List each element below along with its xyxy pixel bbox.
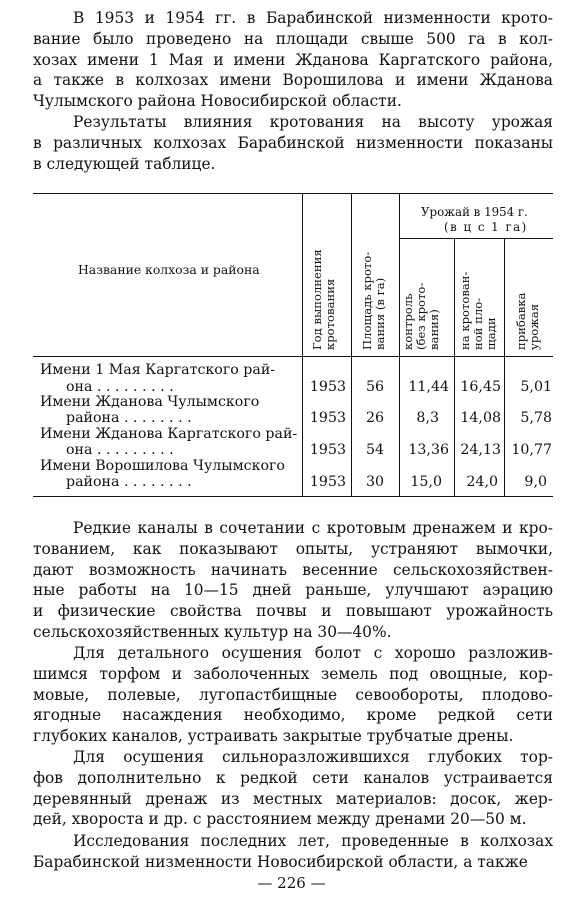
- cell-area: 56: [365, 379, 384, 395]
- cell-area: 54: [365, 442, 384, 458]
- header-line: на кротован-: [458, 271, 472, 350]
- yield-group-unit: (в ц с 1 га): [444, 220, 528, 234]
- header-line: урожая: [527, 303, 541, 350]
- row-name-line-1: Имени Жданова Каргатского рай-: [40, 426, 298, 442]
- text-line: ные работы на 10—15 дней раньше, улучшают аэрацию: [33, 581, 553, 600]
- text-line: мовые, полевые, лугопастбищные севообороты, плодово-: [33, 685, 553, 704]
- body-paragraph-6: [33, 831, 553, 873]
- row-name-line-2: района . . . . . . . .: [66, 410, 192, 426]
- body-paragraph-3: [33, 518, 553, 643]
- cell-area: 30: [365, 474, 384, 490]
- text-line: вание было проведено на площади свыше 500 га в кол-: [33, 29, 553, 48]
- text-line: Результаты влияния кротования на высоту урожая: [73, 113, 553, 131]
- row-name-line-2: района . . . . . . . .: [66, 474, 192, 490]
- column-divider: [454, 238, 455, 496]
- body-paragraph-4: [33, 643, 553, 747]
- table-top-rule: [33, 193, 553, 194]
- header-line: ной пло-: [471, 297, 485, 350]
- cell-control: 8,3: [416, 410, 439, 426]
- header-line: вания): [427, 309, 441, 350]
- column-header-control: [402, 283, 441, 350]
- cell-year: 1953: [309, 410, 346, 426]
- header-line: прибавка: [514, 292, 528, 350]
- text-line: сельскохозяйственных культур на 30—40%.: [33, 622, 392, 641]
- column-divider: [399, 194, 400, 496]
- row-name-line-1: Имени Жданова Чулымского: [40, 394, 260, 410]
- cell-moled: 14,08: [460, 410, 501, 426]
- body-paragraph-5: [33, 747, 553, 830]
- yield-subheader-rule: [399, 238, 553, 239]
- cell-year: 1953: [309, 474, 346, 490]
- text-line: и физические свойства почвы и повышают урожайность: [33, 602, 553, 621]
- row-name-line-1: Имени 1 Мая Каргатского рай-: [40, 362, 276, 378]
- cell-control: 13,36: [408, 442, 449, 458]
- text-line: Чулымского района Новосибирской области.: [33, 92, 402, 111]
- text-line: а также в колхозах имени Ворошилова и имени Жданова: [33, 71, 553, 90]
- row-name-line-1: Имени Ворошилова Чулымского: [40, 458, 285, 474]
- page-number: — 226 —: [257, 874, 326, 892]
- intro-paragraph-1: [33, 8, 553, 112]
- text-line: Для детального осушения болот с хорошо разложив-: [73, 644, 553, 662]
- cell-area: 26: [365, 410, 384, 426]
- column-divider: [302, 194, 303, 496]
- intro-paragraph-2: [33, 112, 553, 174]
- table-bottom-rule: [33, 496, 553, 497]
- row-name-line-2: она . . . . . . . . .: [66, 442, 174, 458]
- cell-gain: 10,77: [511, 442, 552, 458]
- cell-moled: 24,0: [466, 474, 498, 490]
- cell-control: 11,44: [408, 379, 449, 395]
- row-name-line-2: она . . . . . . . . .: [66, 379, 174, 395]
- table-header-rule: [33, 356, 553, 357]
- column-header-year: [311, 249, 337, 350]
- text-line: хозах имени 1 Мая и имени Жданова Каргатского района,: [33, 50, 553, 69]
- cell-year: 1953: [309, 379, 346, 395]
- header-line: вания (в га): [373, 277, 387, 350]
- column-header-gain: [515, 293, 541, 350]
- text-line: в различных колхозах Барабинской низменности показаны: [33, 133, 553, 152]
- text-line: глубоких каналов, устраивать закрытые трубчатые дрены.: [33, 727, 514, 746]
- column-header-moled: [459, 272, 498, 350]
- text-line: в следующей таблице.: [33, 154, 216, 173]
- column-divider: [504, 238, 505, 496]
- text-line: Для осушения сильноразложившихся глубоких тор-: [73, 748, 553, 766]
- text-line: Исследования последних лет, проведенные в колхозах: [73, 832, 553, 850]
- text-line: дей, хвороста и др. с расстоянием между дренами 20—50 м.: [33, 810, 527, 829]
- header-line: контроль: [401, 293, 415, 350]
- cell-year: 1953: [309, 442, 346, 458]
- text-line: В 1953 и 1954 гг. в Барабинской низменности крото-: [73, 9, 553, 27]
- text-line: тованием, как показывают опыты, устраняют вымочки,: [33, 539, 553, 558]
- cell-moled: 24,13: [460, 442, 501, 458]
- cell-gain: 9,0: [524, 474, 547, 490]
- text-line: фов дополнительно к редкой сети каналов устраивается: [33, 768, 553, 787]
- text-line: шимся торфом и заболоченных земель под овощные, кор-: [33, 664, 553, 683]
- column-header-area: [361, 252, 387, 350]
- cell-gain: 5,01: [520, 379, 552, 395]
- column-header-name: Название колхоза и района: [78, 262, 260, 277]
- text-line: дают возможность начинать весенние сельскохозяйствен-: [33, 560, 553, 579]
- column-divider: [351, 194, 352, 496]
- text-line: Редкие каналы в сочетании с кротовым дренажем и кро-: [73, 519, 553, 537]
- yield-group-header: Урожай в 1954 г.: [421, 205, 528, 219]
- text-line: Барабинской низменности Новосибирской области, а также: [33, 852, 528, 871]
- cell-moled: 16,45: [460, 379, 501, 395]
- header-line: (без крото-: [414, 282, 428, 350]
- text-line: ягодные насаждения необходимо, кроме редкой сети: [33, 706, 553, 725]
- header-line: щади: [484, 317, 498, 350]
- text-line: деревянный дренаж из местных материалов: досок, жер-: [33, 789, 553, 808]
- cell-control: 15,0: [410, 474, 442, 490]
- cell-gain: 5,78: [520, 410, 552, 426]
- header-line: Площадь крото-: [360, 251, 374, 350]
- header-line: Год выполнения: [310, 249, 324, 350]
- header-line: кротования: [323, 278, 337, 350]
